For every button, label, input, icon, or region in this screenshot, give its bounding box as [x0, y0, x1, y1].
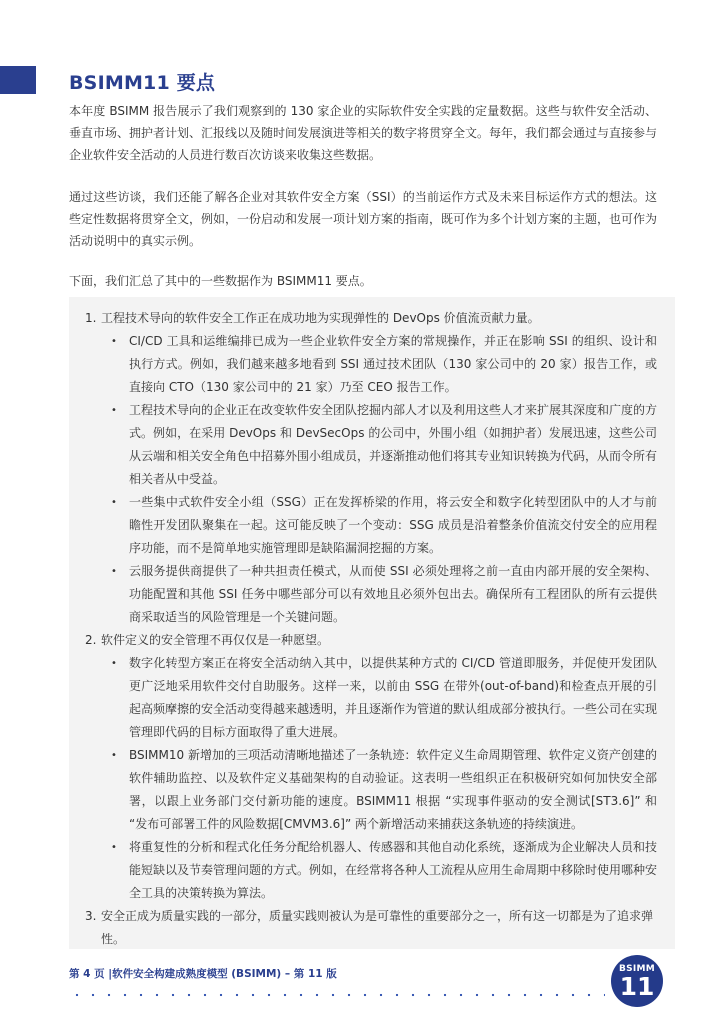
logo-version: 11: [619, 972, 655, 1001]
highlight-item-1: [79, 307, 657, 330]
page-footer: 第 4 页 |软件安全构建成熟度模型 (BSIMM) – 第 11 版: [69, 968, 337, 980]
item-number: 1.: [85, 311, 97, 325]
bullet-text: 工程技术导向的企业正在改变软件安全团队挖掘内部人才以及利用这些人才来扩展其深度和广度的方式。例如，在采用 DevOps 和 DevSecOps 的公司中，外围小组（如拥护者）发展迅速，这些公司从云端和相关安全角色中招募外围小组成员，并逐渐推动他们将其专业知识转换为代码，从而令所有相关者从中受益。: [129, 403, 658, 486]
bsimm-logo: [611, 955, 663, 1007]
logo-brand: BSIMM: [618, 964, 656, 974]
list-item: [79, 330, 657, 399]
item-heading: 工程技术导向的软件安全工作正在成功地为实现弹性的 DevOps 价值流贡献力量。: [101, 311, 540, 325]
intro-paragraph-3: 下面，我们汇总了其中的一些数据作为 BSIMM11 要点。: [69, 274, 372, 288]
highlight-item-2: [79, 629, 657, 652]
item-heading: 软件定义的安全管理不再仅仅是一种愿望。: [101, 633, 330, 647]
list-item: [79, 652, 657, 744]
item-heading: 安全正成为质量实践的一部分，质量实践则被认为是可靠性的重要部分之一，所有这一切都是为了追求弹性。: [101, 909, 654, 946]
bullet-text: 数字化转型方案正在将安全活动纳入其中，以提供某种方式的 CI/CD 管道即服务，并促使开发团队更广泛地采用软件交付自助服务。这样一来，以前由 SSG 在带外(out-of-band)和检查点开展的引起高频摩擦的安全活动变得越来越透明，并且逐渐作为管道的默认组成部分被执行。一些公司在实现管理即代码的目标方面取得了重大进展。: [129, 656, 658, 739]
list-item: [79, 491, 657, 560]
bullet-icon: •: [111, 336, 117, 347]
item-number: 2.: [85, 633, 97, 647]
highlight-item-3: [79, 905, 657, 949]
bullet-icon: •: [111, 566, 117, 577]
bullet-text: 云服务提供商提供了一种共担责任模式，从而使 SSI 必须处理将之前一直由内部开展的安全架构、功能配置和其他 SSI 任务中哪些部分可以有效地且必须外包出去。确保所有工程团队的所有云提供商采取适当的风险管理是一个关键问题。: [129, 564, 657, 624]
list-item: [79, 560, 657, 629]
intro-paragraph-1: 本年度 BSIMM 报告展示了我们观察到的 130 家企业的实际软件安全实践的定量数据。这些与软件安全活动、垂直市场、拥护者计划、汇报线以及随时间发展演进等相关的数字将贯穿全文。每年，我们都会通过与直接参与企业软件安全活动的人员进行数百次访谈来收集这些数据。: [69, 104, 658, 162]
bullet-text: 将重复性的分析和程式化任务分配给机器人、传感器和其他自动化系统，逐渐成为企业解决人员和技能短缺以及节奏管理问题的方式。例如，在经常将各种人工流程从应用生命周期中移除时使用哪种安全工具的决策转换为算法。: [129, 840, 658, 900]
list-item: [79, 836, 657, 905]
page-title: BSIMM11 要点: [69, 72, 216, 94]
footer-dotted-rule: [69, 992, 605, 998]
list-item: [79, 744, 657, 836]
highlights-box: [69, 297, 675, 949]
bullet-text: 一些集中式软件安全小组（SSG）正在发挥桥梁的作用，将云安全和数字化转型团队中的人才与前瞻性开发团队聚集在一起。这可能反映了一个变动：SSG 成员是沿着整条价值流交付安全的应用程序功能，而不是简单地实施管理即是缺陷漏洞挖掘的方案。: [129, 495, 657, 555]
bullet-text: BSIMM10 新增加的三项活动清晰地描述了一条轨迹：软件定义生命周期管理、软件定义资产创建的软件辅助监控、以及软件定义基础架构的自动验证。这表明一些组织正在积极研究如何加快安全部署，以跟上业务部门交付新功能的速度。BSIMM11 根据 “实现事件驱动的安全测试[ST3.6]” 和 “发布可部署工件的风险数据[CMVM3.6]” 两个新增活动来捕获这条轨迹的持续演进。: [129, 748, 657, 831]
bullet-icon: •: [111, 497, 117, 508]
bullet-icon: •: [111, 842, 117, 853]
item-number: 3.: [85, 909, 97, 923]
bullet-text: CI/CD 工具和运维编排已成为一些企业软件安全方案的常规操作，并正在影响 SSI 的组织、设计和执行方式。例如，我们越来越多地看到 SSI 通过技术团队（130 家公司中的 20 家）报告工作，或直接向 CTO（130 家公司中的 21 家）乃至 CEO 报告工作。: [129, 334, 657, 394]
section-tab-marker: [0, 66, 36, 94]
intro-paragraph-2: 通过这些访谈，我们还能了解各企业对其软件安全方案（SSI）的当前运作方式及未来目标运作方式的想法。这些定性数据将贯穿全文，例如，一份启动和发展一项计划方案的指南，既可作为多个计划方案的主题，也可作为活动说明中的真实示例。: [69, 190, 658, 248]
bullet-icon: •: [111, 658, 117, 669]
bullet-icon: •: [111, 750, 117, 761]
bullet-icon: •: [111, 405, 117, 416]
list-item: [79, 399, 657, 491]
